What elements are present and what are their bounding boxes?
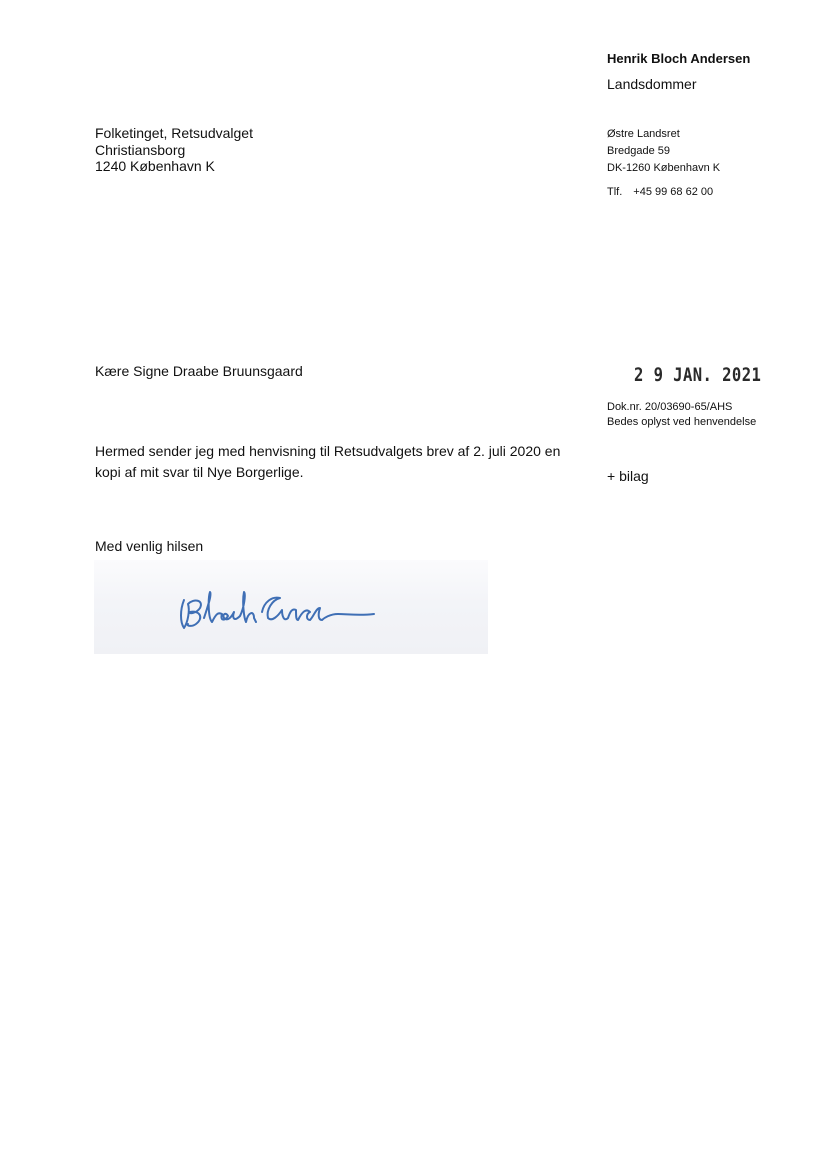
- recipient-line-1: Folketinget, Retsudvalget: [95, 125, 253, 141]
- sender-address: [607, 126, 720, 176]
- salutation: Kære Signe Draabe Bruunsgaard: [95, 363, 303, 379]
- document-reference: [607, 400, 756, 429]
- court-street: Bredgade 59: [607, 144, 670, 157]
- phone-number: +45 99 68 62 00: [633, 186, 714, 198]
- phone-label: Tlf.: [607, 186, 623, 198]
- date-stamp: 2 9 JAN. 2021: [634, 364, 762, 386]
- sender-title: Landsdommer: [607, 76, 697, 92]
- recipient-line-2: Christiansborg: [95, 141, 186, 158]
- document-number: Dok.nr. 20/03690-65/AHS: [607, 401, 733, 413]
- letter-body: Hermed sender jeg med henvisning til Retsudvalgets brev af 2. juli 2020 en kopi af mit svar til Nye Borgerlige.: [95, 443, 561, 480]
- recipient-address: [95, 125, 253, 175]
- attachment-note: + bilag: [607, 468, 649, 484]
- court-name: Østre Landsret: [607, 128, 680, 140]
- reference-note: Bedes oplyst ved henvendelse: [607, 415, 757, 428]
- court-city: DK-1260 København K: [607, 161, 721, 174]
- signature: [174, 578, 384, 638]
- closing: Med venlig hilsen: [95, 538, 204, 554]
- sender-name: Henrik Bloch Andersen: [607, 51, 751, 66]
- signature-area: [94, 560, 488, 654]
- phone-line: [607, 186, 713, 198]
- recipient-line-3: 1240 København K: [95, 158, 215, 174]
